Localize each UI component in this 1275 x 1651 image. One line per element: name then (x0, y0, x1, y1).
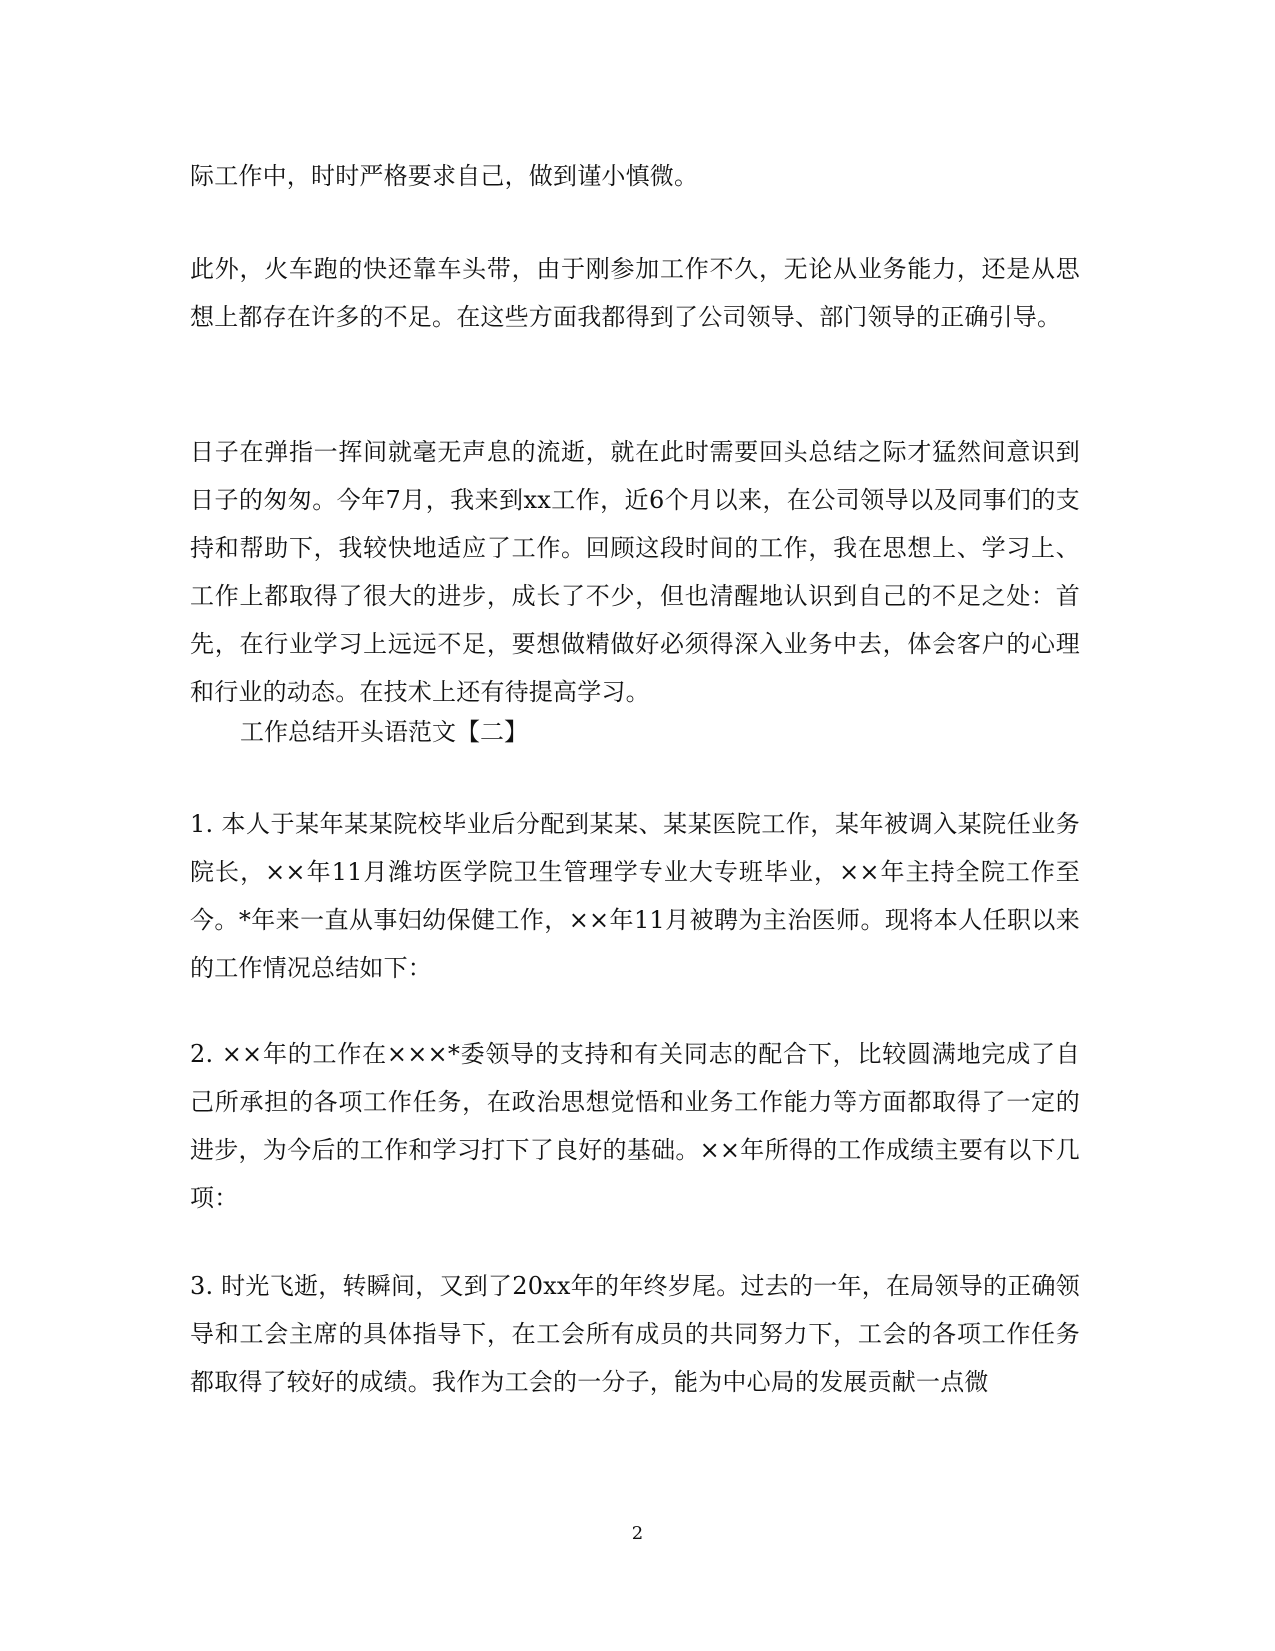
page-number: 2 (631, 1523, 644, 1544)
section-heading: 工作总结开头语范文【二】 (240, 718, 528, 746)
list-item-2: 2. ××年的工作在×××*委领导的支持和有关同志的配合下，比较圆满地完成了自己所承担的各项工作任务，在政治思想觉悟和业务工作能力等方面都取得了一定的进步，为今后的工作和学习打下了良好的基础。××年所得的工作成绩主要有以下几项： (190, 1040, 1080, 1212)
paragraph-1: 际工作中，时时严格要求自己，做到谨小慎微。 (190, 162, 699, 190)
list-item-3: 3. 时光飞逝，转瞬间，又到了20xx年的年终岁尾。过去的一年，在局领导的正确领导和工会主席的具体指导下，在工会所有成员的共同努力下，工会的各项工作任务都取得了较好的成绩。我作为工会的一分子，能为中心局的发展贡献一点微 (190, 1272, 1080, 1396)
paragraph-2: 此外，火车跑的快还靠车头带，由于刚参加工作不久，无论从业务能力，还是从思想上都存在许多的不足。在这些方面我都得到了公司领导、部门领导的正确引导。 (190, 255, 1080, 331)
list-item-1: 1. 本人于某年某某院校毕业后分配到某某、某某医院工作，某年被调入某院任业务院长，××年11月潍坊医学院卫生管理学专业大专班毕业，××年主持全院工作至今。*年来一直从事妇幼保健工作，××年11月被聘为主治医师。现将本人任职以来的工作情况总结如下： (190, 810, 1080, 982)
paragraph-3: 日子在弹指一挥间就毫无声息的流逝，就在此时需要回头总结之际才猛然间意识到日子的匆匆。今年7月，我来到xx工作，近6个月以来，在公司领导以及同事们的支持和帮助下，我较快地适应了工作。回顾这段时间的工作，我在思想上、学习上、工作上都取得了很大的进步，成长了不少，但也清醒地认识到自己的不足之处：首先，在行业学习上远远不足，要想做精做好必须得深入业务中去，体会客户的心理和行业的动态。在技术上还有待提高学习。 (190, 438, 1080, 706)
